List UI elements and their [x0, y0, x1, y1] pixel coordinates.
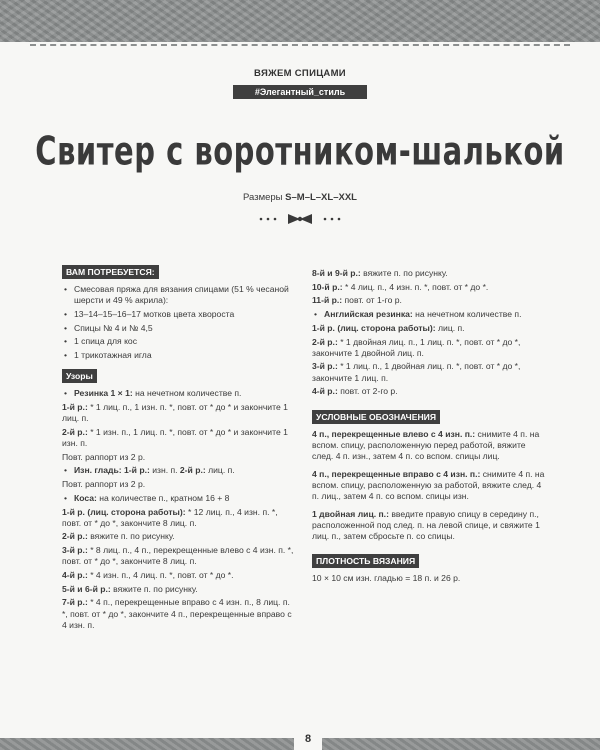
patterns-continued [312, 268, 545, 398]
header-dashed-rule [30, 44, 570, 46]
cable-row-2: 2-й р.: вяжите п. по рисунку. [62, 531, 175, 542]
sizes-value: S–M–L–XL–XXL [285, 192, 357, 203]
cable-row-3: 3-й р.: * 8 лиц. п., 4 п., перекрещенные влево с 4 изн. п. *, повт. от * до *, закончите 8 лиц. п. [62, 545, 294, 567]
hashtag-badge: #Элегантный_стиль [233, 85, 367, 99]
legend-left-cross: 4 п., перекрещенные влево с 4 изн. п.: снимите 4 п. на вспом. спицу, расположенную перед работой, вяжите след. 4 п. изн., затем 4 п. со вспом. спицы лиц. [312, 428, 540, 461]
english-rib-row-2: 2-й р.: * 1 двойная лиц. п., 1 лиц. п. *, повт. от * до *, закончите 1 двойной лиц. п. [312, 336, 521, 358]
english-rib-row-1: 1-й р. (лиц. сторона работы): лиц. п. [312, 322, 465, 333]
materials-item: • 1 спица для кос [62, 336, 295, 347]
rib-row-2: 2-й р.: * 1 изн. п., 1 лиц. п. *, повт. от * до * и закончите 1 изн. п. [62, 426, 288, 449]
legend-right-cross: 4 п., перекрещенные вправо с 4 изн. п.: снимите 4 п. на вспом. спицу, расположенную за работой, вяжите след. 4 п. лиц., затем 4 п. со вспом. спицы изн. [312, 468, 545, 502]
cable-row-7: 7-й р.: * 4 п., перекрещенные вправо с 4 изн. п., 8 лиц. п. *, повт. от * до *, закончите 4 п., перекрещенные вправо с 4 изн. п. [62, 597, 292, 630]
materials-item: • 13–14–15–16–17 мотков цвета хворостa [62, 309, 295, 320]
cable-row-4: 4-й р.: * 4 изн. п., 4 лиц. п. *, повт. от * до *. [62, 570, 234, 581]
gauge-text: 10 × 10 см изн. гладью = 18 п. и 26 р. [312, 573, 461, 584]
english-rib-row-3: 3-й р.: * 1 лиц. п., 1 двойная лиц. п. *, повт. от * до *, закончите 1 лиц. п. [312, 361, 521, 383]
section-label: ВЯЖЕМ СПИЦАМИ [254, 68, 346, 79]
materials-item: • 1 трикотажная игла [62, 350, 295, 361]
cable-row-10: 10-й р.: * 4 лиц. п., 4 изн. п. *, повт. от * до *. [312, 281, 489, 292]
cable-pattern: • Коса: на количестве п., кратном 16 + 8 [62, 493, 295, 504]
stockinette-pattern: • Изн. гладь: 1-й р.: изн. п. 2-й р.: лиц. п. [62, 465, 295, 476]
cable-row-5-6: 5-й и 6-й р.: вяжите п. по рисунку. [62, 583, 198, 594]
patterns-heading: Узоры [62, 369, 97, 383]
legend-heading: УСЛОВНЫЕ ОБОЗНАЧЕНИЯ [312, 410, 440, 424]
rib-repeat: Повт. раппорт из 2 р. [62, 451, 146, 462]
page-number: 8 [294, 728, 322, 750]
header-texture-band [0, 0, 600, 42]
right-column [312, 268, 545, 593]
english-rib-pattern: • Английская резинка: на нечетном количестве п. [312, 309, 545, 320]
materials-section [62, 265, 295, 361]
materials-heading: ВАМ ПОТРЕБУЕТСЯ: [62, 265, 159, 279]
materials-item: • Спицы № 4 и № 4,5 [62, 323, 295, 334]
legend-double-knit: 1 двойная лиц. п.: введите правую спицу в середину п., расположенной под след. п. на левой спице, и свяжите 1 лиц. п., затем сбросьте п. со спицы. [312, 508, 540, 542]
gauge-heading: ПЛОТНОСТЬ ВЯЗАНИЯ [312, 554, 419, 568]
left-column [62, 265, 295, 639]
rib-pattern: • Резинка 1 × 1: на нечетном количестве п. [62, 388, 295, 399]
materials-item: • Смесовая пряжа для вязания спицами (51 % чесаной шерсти и 49 % акрила): [62, 284, 295, 306]
gauge-section [312, 554, 545, 584]
english-rib-row-4: 4-й р.: повт. от 2-го р. [312, 386, 398, 397]
cable-row-11: 11-й р.: повт. от 1-го р. [312, 295, 402, 306]
sizes-line [0, 192, 600, 203]
cable-row-1: 1-й р. (лиц. сторона работы): * 12 лиц. п., 4 изн. п. *, повт. от * до *, закончите 8 лиц. п. [62, 506, 278, 528]
sizes-label: Размеры [243, 192, 283, 203]
bow-divider-icon [255, 212, 345, 226]
patterns-section [62, 369, 295, 631]
rib-row-1: 1-й р.: * 1 лиц. п., 1 изн. п. *, повт. от * до * и закончите 1 лиц. п. [62, 401, 288, 424]
legend-section [312, 410, 545, 543]
stockinette-repeat: Повт. раппорт из 2 р. [62, 479, 146, 490]
cable-row-8-9: 8-й и 9-й р.: вяжите п. по рисунку. [312, 268, 448, 278]
page-title: Свитер с воротником-шалькой [35, 128, 565, 174]
